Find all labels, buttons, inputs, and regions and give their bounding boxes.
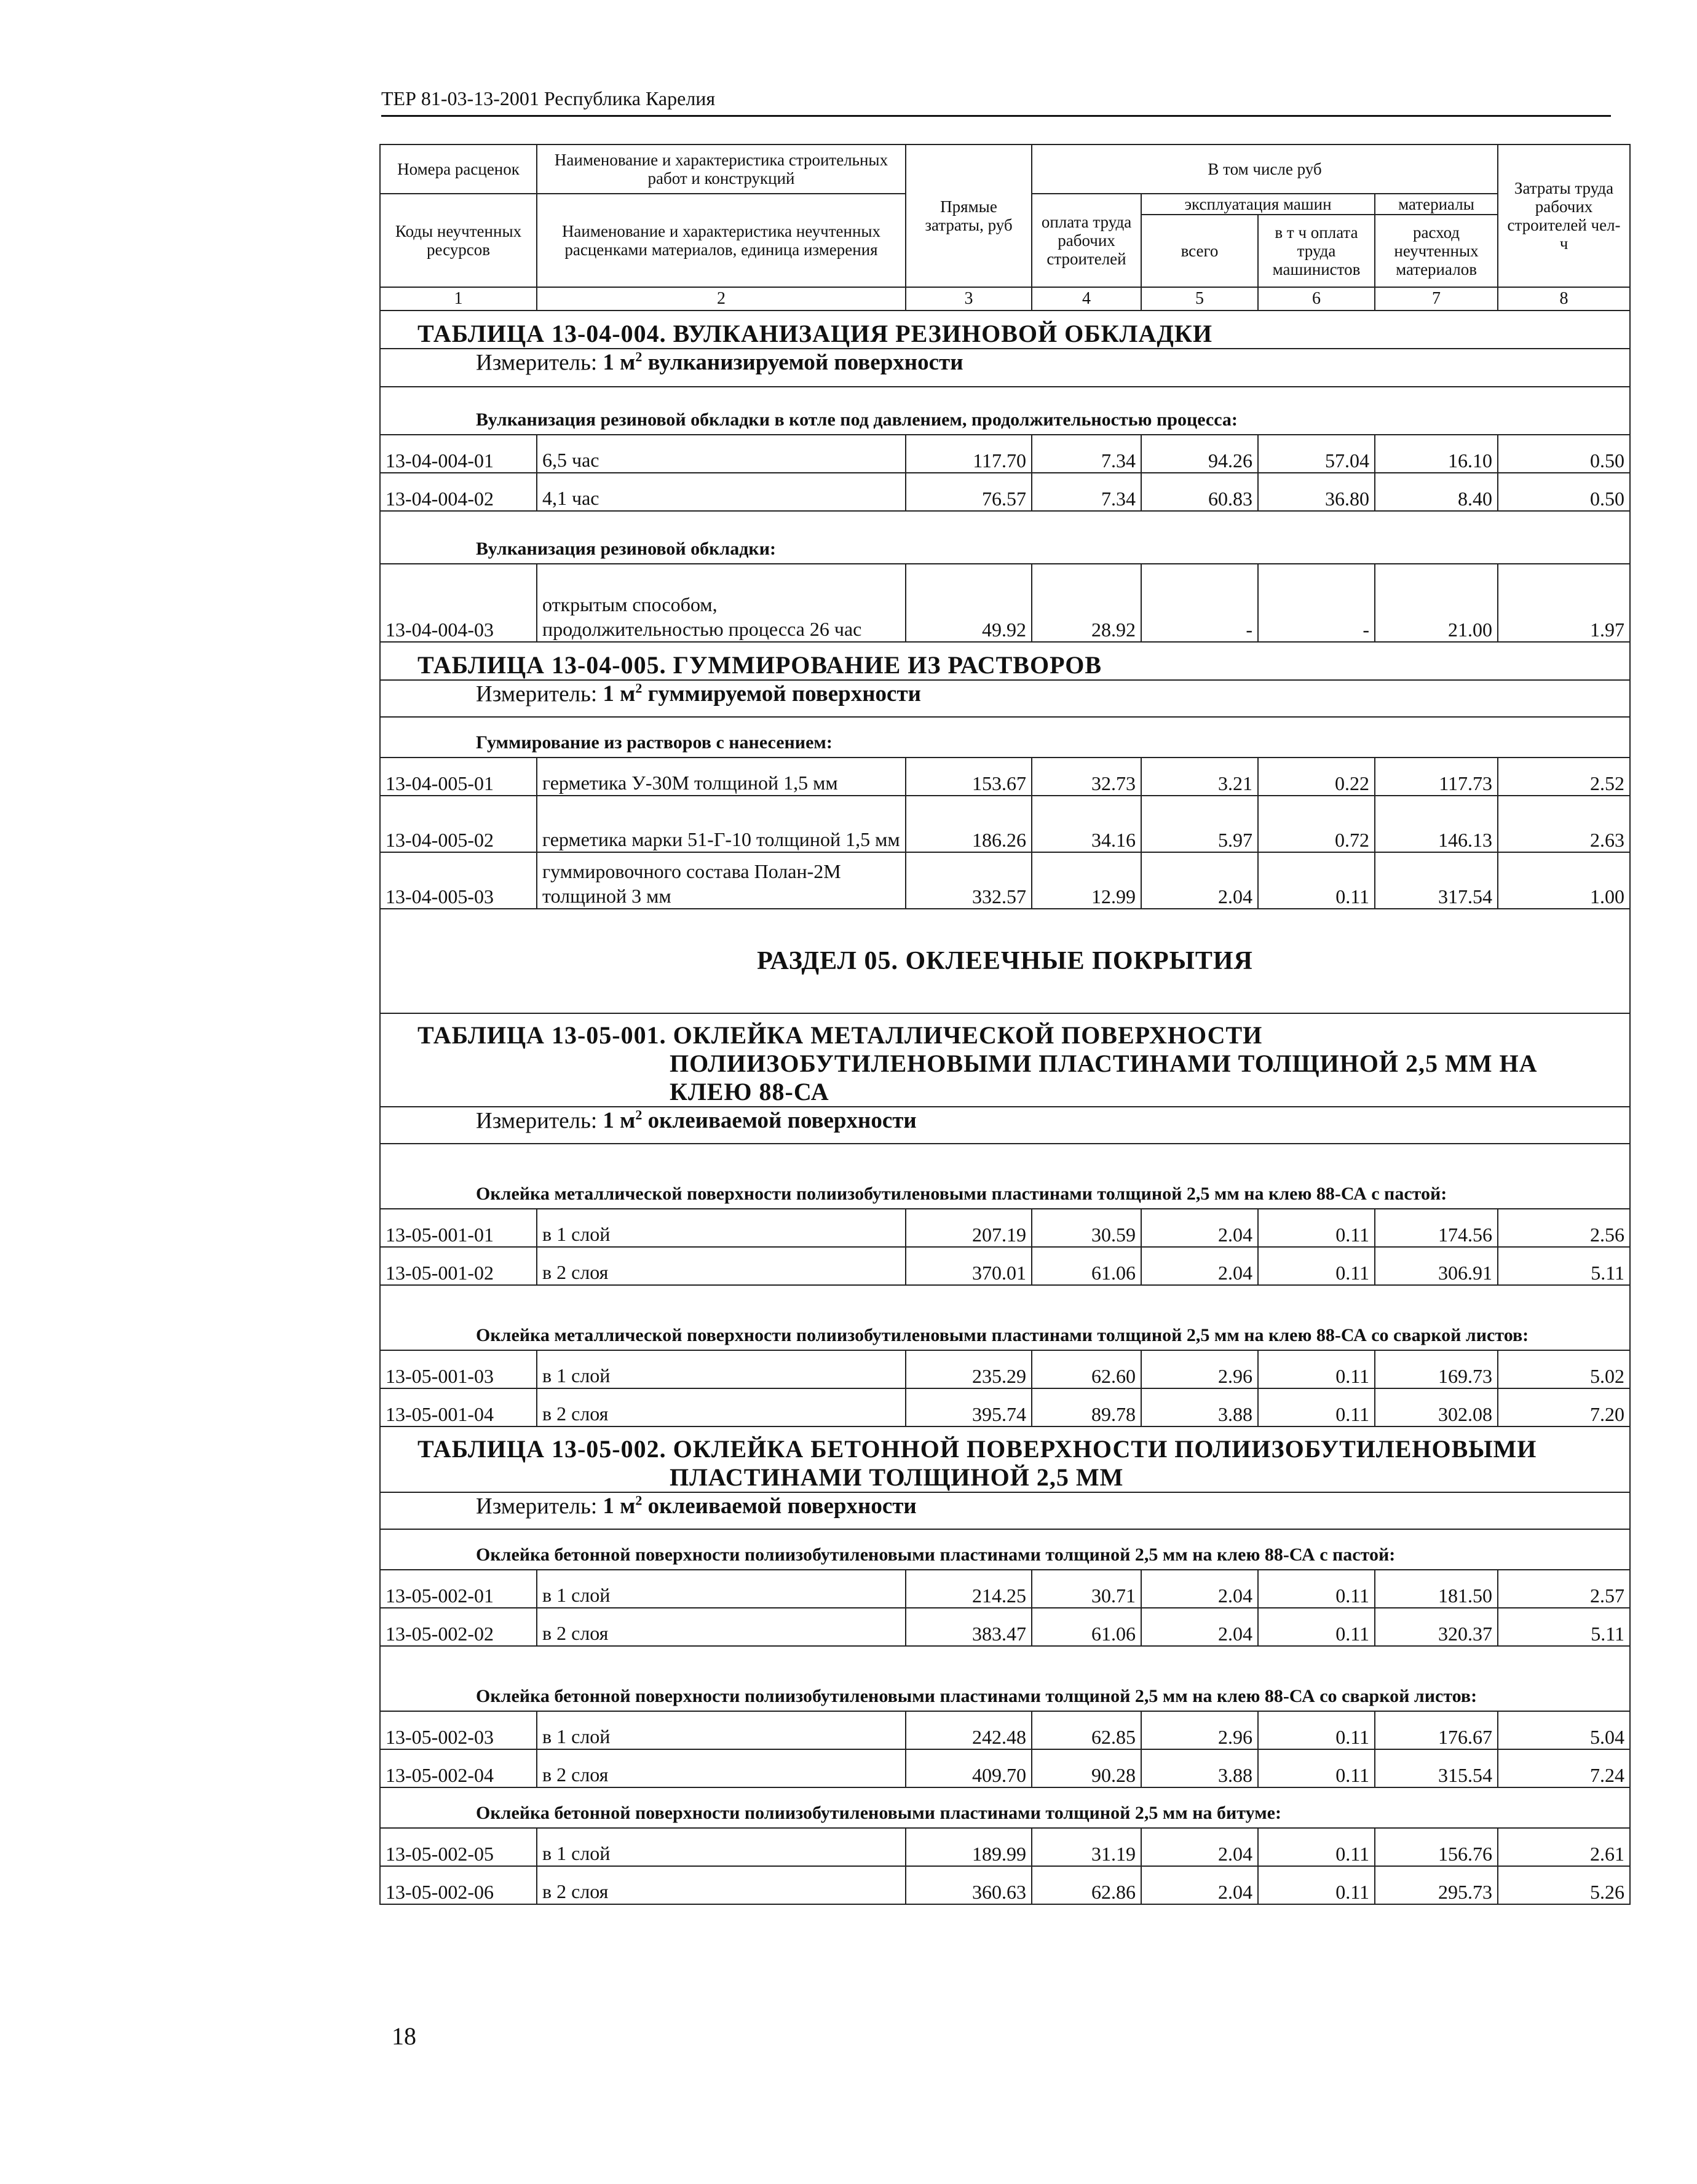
rate-code: 13-05-002-03 bbox=[380, 1711, 537, 1749]
machines-total: 2.96 bbox=[1141, 1711, 1258, 1749]
materials-cost: 317.54 bbox=[1375, 852, 1498, 909]
machines-total: 3.21 bbox=[1141, 758, 1258, 796]
work-name: в 2 слоя bbox=[537, 1749, 906, 1787]
worker-pay: 34.16 bbox=[1032, 796, 1141, 852]
machines-total: 2.04 bbox=[1141, 1570, 1258, 1608]
worker-pay: 12.99 bbox=[1032, 852, 1141, 909]
labor-hours: 0.50 bbox=[1498, 473, 1630, 511]
col-rate-numbers: Номера расценок bbox=[380, 144, 537, 194]
table-title: ТАБЛИЦА 13-05-002. ОКЛЕЙКА БЕТОННОЙ ПОВЕРХНОСТИ ПОЛИИЗОБУТИЛЕНОВЫМИ ПЛАСТИНАМИ ТОЛЩИНОЙ 2,5 ММ bbox=[380, 1426, 1630, 1492]
work-name: в 1 слой bbox=[537, 1209, 906, 1247]
materials-cost: 295.73 bbox=[1375, 1866, 1498, 1904]
work-name: открытым способом, продолжительностью процесса 26 час bbox=[537, 564, 906, 642]
materials-cost: 174.56 bbox=[1375, 1209, 1498, 1247]
table-meter: Измеритель: 1 $м^2$ вулканизируемой поверхности bbox=[380, 349, 1630, 387]
table-row bbox=[380, 1388, 1630, 1426]
col-labor-hours: Затраты труда рабочих строителей чел-ч bbox=[1498, 144, 1630, 287]
column-numbers-row: 1 2 3 4 5 6 7 8 bbox=[380, 287, 1630, 311]
work-name: в 2 слоя bbox=[537, 1247, 906, 1285]
rate-code: 13-05-002-01 bbox=[380, 1570, 537, 1608]
machines-total: 2.04 bbox=[1141, 852, 1258, 909]
table-row bbox=[380, 564, 1630, 642]
operator-pay: 0.11 bbox=[1258, 1247, 1375, 1285]
direct-costs: 360.63 bbox=[906, 1866, 1032, 1904]
labor-hours: 1.97 bbox=[1498, 564, 1630, 642]
group-heading: Вулканизация резиновой обкладки в котле под давлением, продолжительностью процесса: bbox=[380, 387, 1630, 435]
worker-pay: 62.60 bbox=[1032, 1350, 1141, 1388]
group-heading: Оклейка бетонной поверхности полиизобутиленовыми пластинами толщиной 2,5 мм на клею 88-СА со сваркой листов: bbox=[380, 1646, 1630, 1711]
worker-pay: 30.71 bbox=[1032, 1570, 1141, 1608]
table-row bbox=[380, 1749, 1630, 1787]
materials-cost: 146.13 bbox=[1375, 796, 1498, 852]
worker-pay: 7.34 bbox=[1032, 473, 1141, 511]
table-row bbox=[380, 796, 1630, 852]
materials-cost: 117.73 bbox=[1375, 758, 1498, 796]
work-name: 6,5 час bbox=[537, 435, 906, 473]
labor-hours: 5.11 bbox=[1498, 1608, 1630, 1646]
direct-costs: 235.29 bbox=[906, 1350, 1032, 1388]
work-name: в 2 слоя bbox=[537, 1608, 906, 1646]
labor-hours: 5.26 bbox=[1498, 1866, 1630, 1904]
materials-cost: 302.08 bbox=[1375, 1388, 1498, 1426]
machines-total: 3.88 bbox=[1141, 1749, 1258, 1787]
operator-pay: - bbox=[1258, 564, 1375, 642]
work-name: гуммировочного состава Полан-2М толщиной 3 мм bbox=[537, 852, 906, 909]
worker-pay: 31.19 bbox=[1032, 1828, 1141, 1866]
operator-pay: 0.11 bbox=[1258, 1388, 1375, 1426]
direct-costs: 332.57 bbox=[906, 852, 1032, 909]
worker-pay: 7.34 bbox=[1032, 435, 1141, 473]
table-row bbox=[380, 852, 1630, 909]
labor-hours: 7.24 bbox=[1498, 1749, 1630, 1787]
col-materials-group: материалы bbox=[1375, 194, 1498, 215]
materials-cost: 320.37 bbox=[1375, 1608, 1498, 1646]
rate-code: 13-05-001-03 bbox=[380, 1350, 537, 1388]
direct-costs: 49.92 bbox=[906, 564, 1032, 642]
header-row bbox=[380, 144, 1630, 194]
col-group-including: В том числе руб bbox=[1032, 144, 1498, 194]
materials-cost: 181.50 bbox=[1375, 1570, 1498, 1608]
labor-hours: 5.02 bbox=[1498, 1350, 1630, 1388]
col-resource-codes: Коды неучтенных ресурсов bbox=[380, 194, 537, 287]
operator-pay: 0.11 bbox=[1258, 1570, 1375, 1608]
col-direct-costs: Прямые затраты, руб bbox=[906, 144, 1032, 287]
rate-code: 13-04-005-01 bbox=[380, 758, 537, 796]
labor-hours: 2.52 bbox=[1498, 758, 1630, 796]
table-row bbox=[380, 1247, 1630, 1285]
operator-pay: 0.22 bbox=[1258, 758, 1375, 796]
machines-total: 94.26 bbox=[1141, 435, 1258, 473]
machines-total: 60.83 bbox=[1141, 473, 1258, 511]
operator-pay: 0.11 bbox=[1258, 1711, 1375, 1749]
rate-code: 13-05-002-04 bbox=[380, 1749, 537, 1787]
materials-cost: 169.73 bbox=[1375, 1350, 1498, 1388]
rates-table bbox=[379, 144, 1631, 1905]
work-name: герметика У-30М толщиной 1,5 мм bbox=[537, 758, 906, 796]
table-row bbox=[380, 473, 1630, 511]
direct-costs: 189.99 bbox=[906, 1828, 1032, 1866]
table-row bbox=[380, 1350, 1630, 1388]
operator-pay: 36.80 bbox=[1258, 473, 1375, 511]
worker-pay: 30.59 bbox=[1032, 1209, 1141, 1247]
direct-costs: 186.26 bbox=[906, 796, 1032, 852]
direct-costs: 395.74 bbox=[906, 1388, 1032, 1426]
direct-costs: 242.48 bbox=[906, 1711, 1032, 1749]
col-material-name: Наименование и характеристика неучтенных расценками материалов, единица измерения bbox=[537, 194, 906, 287]
table-meter: Измеритель: 1 $м^2$ оклеиваемой поверхности bbox=[380, 1492, 1630, 1529]
col-worker-pay: оплата труда рабочих строителей bbox=[1032, 194, 1141, 287]
labor-hours: 7.20 bbox=[1498, 1388, 1630, 1426]
table-title: ТАБЛИЦА 13-04-004. ВУЛКАНИЗАЦИЯ РЕЗИНОВОЙ ОБКЛАДКИ bbox=[380, 311, 1630, 349]
materials-cost: 8.40 bbox=[1375, 473, 1498, 511]
worker-pay: 89.78 bbox=[1032, 1388, 1141, 1426]
direct-costs: 214.25 bbox=[906, 1570, 1032, 1608]
table-row bbox=[380, 1570, 1630, 1608]
direct-costs: 153.67 bbox=[906, 758, 1032, 796]
table-row bbox=[380, 1828, 1630, 1866]
worker-pay: 62.85 bbox=[1032, 1711, 1141, 1749]
direct-costs: 409.70 bbox=[906, 1749, 1032, 1787]
operator-pay: 0.11 bbox=[1258, 1866, 1375, 1904]
table-row bbox=[380, 1209, 1630, 1247]
work-name: в 1 слой bbox=[537, 1350, 906, 1388]
worker-pay: 32.73 bbox=[1032, 758, 1141, 796]
materials-cost: 156.76 bbox=[1375, 1828, 1498, 1866]
labor-hours: 2.63 bbox=[1498, 796, 1630, 852]
rate-code: 13-04-005-02 bbox=[380, 796, 537, 852]
operator-pay: 0.11 bbox=[1258, 1350, 1375, 1388]
operator-pay: 0.11 bbox=[1258, 1608, 1375, 1646]
section-title: РАЗДЕЛ 05. ОКЛЕЕЧНЫЕ ПОКРЫТИЯ bbox=[380, 909, 1630, 1013]
labor-hours: 2.56 bbox=[1498, 1209, 1630, 1247]
col-operator-pay: в т ч оплата труда машинистов bbox=[1258, 215, 1375, 287]
work-name: в 2 слоя bbox=[537, 1866, 906, 1904]
worker-pay: 90.28 bbox=[1032, 1749, 1141, 1787]
materials-cost: 306.91 bbox=[1375, 1247, 1498, 1285]
direct-costs: 76.57 bbox=[906, 473, 1032, 511]
group-heading: Оклейка бетонной поверхности полиизобутиленовыми пластинами толщиной 2,5 мм на битуме: bbox=[380, 1787, 1630, 1828]
machines-total: 2.04 bbox=[1141, 1828, 1258, 1866]
table-meter: Измеритель: 1 $м^2$ гуммируемой поверхности bbox=[380, 680, 1630, 717]
group-heading: Гуммирование из растворов с нанесением: bbox=[380, 717, 1630, 758]
machines-total: 2.96 bbox=[1141, 1350, 1258, 1388]
machines-total: 2.04 bbox=[1141, 1209, 1258, 1247]
labor-hours: 2.57 bbox=[1498, 1570, 1630, 1608]
worker-pay: 61.06 bbox=[1032, 1247, 1141, 1285]
machines-total: 2.04 bbox=[1141, 1608, 1258, 1646]
operator-pay: 0.11 bbox=[1258, 1749, 1375, 1787]
direct-costs: 117.70 bbox=[906, 435, 1032, 473]
rate-code: 13-05-002-06 bbox=[380, 1866, 537, 1904]
table-row bbox=[380, 435, 1630, 473]
group-heading: Оклейка металлической поверхности полиизобутиленовыми пластинами толщиной 2,5 мм на клею 88-СА со сваркой листов: bbox=[380, 1285, 1630, 1350]
rate-code: 13-05-002-05 bbox=[380, 1828, 537, 1866]
operator-pay: 57.04 bbox=[1258, 435, 1375, 473]
work-name: в 2 слоя bbox=[537, 1388, 906, 1426]
page-number: 18 bbox=[392, 2022, 416, 2050]
col-machines-group: эксплуатация машин bbox=[1141, 194, 1375, 215]
materials-cost: 176.67 bbox=[1375, 1711, 1498, 1749]
machines-total: - bbox=[1141, 564, 1258, 642]
work-name: в 1 слой bbox=[537, 1828, 906, 1866]
worker-pay: 61.06 bbox=[1032, 1608, 1141, 1646]
work-name: герметика марки 51-Г-10 толщиной 1,5 мм bbox=[537, 796, 906, 852]
rate-code: 13-05-001-02 bbox=[380, 1247, 537, 1285]
rate-code: 13-05-002-02 bbox=[380, 1608, 537, 1646]
work-name: 4,1 час bbox=[537, 473, 906, 511]
worker-pay: 62.86 bbox=[1032, 1866, 1141, 1904]
work-name: в 1 слой bbox=[537, 1570, 906, 1608]
page-header: ТЕР 81-03-13-2001 Республика Карелия bbox=[381, 87, 1611, 117]
rate-code: 13-04-004-02 bbox=[380, 473, 537, 511]
labor-hours: 5.11 bbox=[1498, 1247, 1630, 1285]
materials-cost: 315.54 bbox=[1375, 1749, 1498, 1787]
table-title: ТАБЛИЦА 13-04-005. ГУММИРОВАНИЕ ИЗ РАСТВОРОВ bbox=[380, 642, 1630, 680]
rate-code: 13-04-004-01 bbox=[380, 435, 537, 473]
table-row bbox=[380, 758, 1630, 796]
rate-code: 13-04-005-03 bbox=[380, 852, 537, 909]
labor-hours: 5.04 bbox=[1498, 1711, 1630, 1749]
materials-cost: 16.10 bbox=[1375, 435, 1498, 473]
machines-total: 5.97 bbox=[1141, 796, 1258, 852]
table-meter: Измеритель: 1 $м^2$ оклеиваемой поверхности bbox=[380, 1107, 1630, 1144]
operator-pay: 0.11 bbox=[1258, 1209, 1375, 1247]
operator-pay: 0.11 bbox=[1258, 852, 1375, 909]
operator-pay: 0.11 bbox=[1258, 1828, 1375, 1866]
rate-code: 13-04-004-03 bbox=[380, 564, 537, 642]
work-name: в 1 слой bbox=[537, 1711, 906, 1749]
labor-hours: 0.50 bbox=[1498, 435, 1630, 473]
table-row bbox=[380, 1608, 1630, 1646]
materials-cost: 21.00 bbox=[1375, 564, 1498, 642]
machines-total: 2.04 bbox=[1141, 1247, 1258, 1285]
col-materials-consumption: расход неучтенных материалов bbox=[1375, 215, 1498, 287]
group-heading: Оклейка металлической поверхности полиизобутиленовыми пластинами толщиной 2,5 мм на клею 88-СА с пастой: bbox=[380, 1144, 1630, 1209]
direct-costs: 207.19 bbox=[906, 1209, 1032, 1247]
machines-total: 2.04 bbox=[1141, 1866, 1258, 1904]
group-heading: Оклейка бетонной поверхности полиизобутиленовыми пластинами толщиной 2,5 мм на клею 88-СА с пастой: bbox=[380, 1529, 1630, 1570]
col-machines-total: всего bbox=[1141, 215, 1258, 287]
labor-hours: 2.61 bbox=[1498, 1828, 1630, 1866]
group-heading: Вулканизация резиновой обкладки: bbox=[380, 511, 1630, 564]
rate-code: 13-05-001-04 bbox=[380, 1388, 537, 1426]
table-row bbox=[380, 1866, 1630, 1904]
table-title: ТАБЛИЦА 13-05-001. ОКЛЕЙКА МЕТАЛЛИЧЕСКОЙ ПОВЕРХНОСТИ ПОЛИИЗОБУТИЛЕНОВЫМИ ПЛАСТИНАМИ ТОЛЩИНОЙ 2,5 ММ НА КЛЕЮ 88-СА bbox=[380, 1013, 1630, 1107]
col-work-name: Наименование и характеристика строительных работ и конструкций bbox=[537, 144, 906, 194]
table-row bbox=[380, 1711, 1630, 1749]
direct-costs: 383.47 bbox=[906, 1608, 1032, 1646]
machines-total: 3.88 bbox=[1141, 1388, 1258, 1426]
operator-pay: 0.72 bbox=[1258, 796, 1375, 852]
labor-hours: 1.00 bbox=[1498, 852, 1630, 909]
worker-pay: 28.92 bbox=[1032, 564, 1141, 642]
direct-costs: 370.01 bbox=[906, 1247, 1032, 1285]
rate-code: 13-05-001-01 bbox=[380, 1209, 537, 1247]
